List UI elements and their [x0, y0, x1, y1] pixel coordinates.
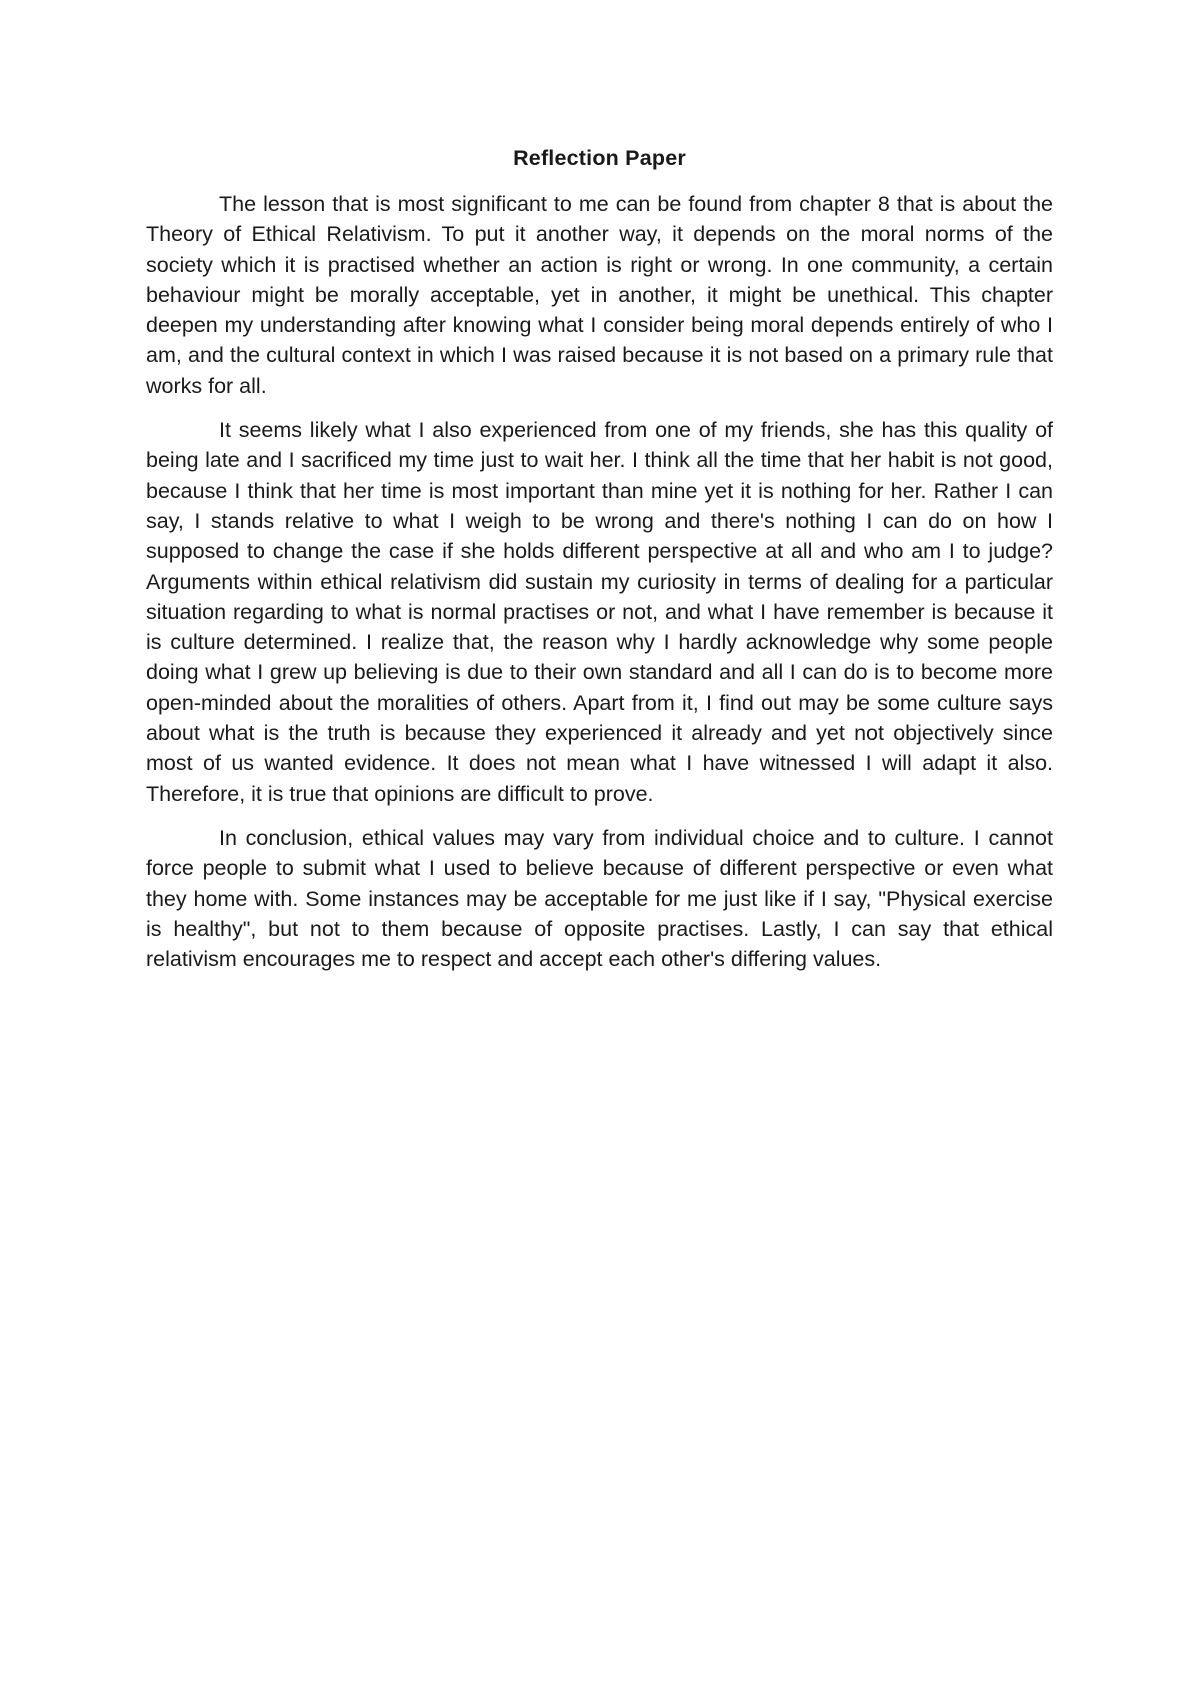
paragraph-1: The lesson that is most significant to me can be found from chapter 8 that is about the Theory of Ethical Relativism. To put it another way, it depends on the moral norms of the society which it is practised whether an action is right or wrong. In one community, a certain behaviour might be morally acceptable, yet in another, it might be unethical. This chapter deepen my understanding after knowing what I consider being moral depends entirely of who I am, and the cultural context in which I was raised because it is not based on a primary rule that works for all.: [146, 192, 1053, 398]
paragraph-3: In conclusion, ethical values may vary from individual choice and to culture. I cannot force people to submit what I used to believe because of different perspective or even what they home with. Some instances may be acceptable for me just like if I say, "Physical exercise is healthy", but not to them because of opposite practises. Lastly, I can say that ethical relativism encourages me to respect and accept each other's differing values.: [146, 825, 1053, 972]
document-title: Reflection Paper: [513, 146, 686, 170]
document-body: [146, 143, 1053, 988]
paragraph-2: It seems likely what I also experienced from one of my friends, she has this quality of being late and I sacrificed my time just to wait her. I think all the time that her habit is not good, because I think that her time is most important than mine yet it is nothing for her. Rather I can say, I stands relative to what I weigh to be wrong and there's nothing I can do on how I supposed to change the case if she holds different perspective at all and who am I to judge? Arguments within ethical relativism did sustain my curiosity in terms of dealing for a particular situation regarding to what is normal practises or not, and what I have remember is because it is culture determined. I realize that, the reason why I hardly acknowledge why some people doing what I grew up believing is due to their own standard and all I can do is to become more open-minded about the moralities of others. Apart from it, I find out may be some culture says about what is the truth is because they experienced it already and yet not objectively since most of us wanted evidence. It does not mean what I have witnessed I will adapt it also. Therefore, it is true that opinions are difficult to prove.: [146, 418, 1053, 806]
